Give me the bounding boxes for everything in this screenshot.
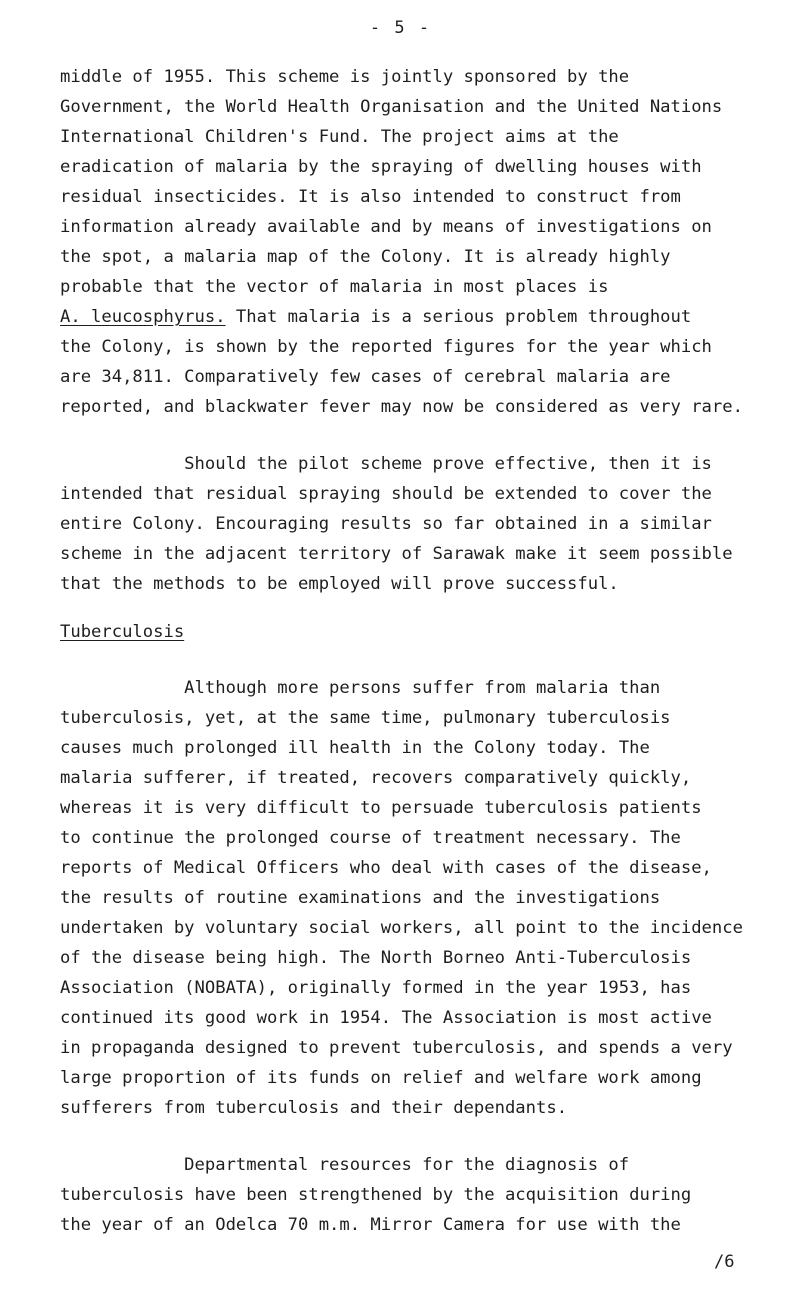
text-line: large proportion of its funds on relief and welfare work among: [60, 1068, 702, 1088]
text-line: residual insecticides. It is also intended to construct from: [60, 187, 681, 207]
text-line: sufferers from tuberculosis and their dependants.: [60, 1098, 568, 1118]
text-line: in propaganda designed to prevent tuberculosis, and spends a very: [60, 1038, 733, 1058]
text-line: reported, and blackwater fever may now be considered as very rare.: [60, 397, 743, 417]
text-line: to continue the prolonged course of treatment necessary. The: [60, 828, 681, 848]
text-line: the results of routine examinations and the investigations: [60, 888, 661, 908]
text-line: malaria sufferer, if treated, recovers comparatively quickly,: [60, 768, 692, 788]
text-line: continued its good work in 1954. The Association is most active: [60, 1008, 712, 1028]
species-name: A. leucosphyrus.: [60, 307, 226, 327]
text-line: Should the pilot scheme prove effective, then it is: [60, 454, 712, 474]
text-line: tuberculosis, yet, at the same time, pulmonary tuberculosis: [60, 708, 671, 728]
text-line: Although more persons suffer from malaria than: [60, 678, 661, 698]
text-line: undertaken by voluntary social workers, all point to the incidence: [60, 918, 743, 938]
text-line: the year of an Odelca 70 m.m. Mirror Camera for use with the: [60, 1215, 681, 1235]
text-line: of the disease being high. The North Borneo Anti-Tuberculosis: [60, 948, 692, 968]
text-fragment: That malaria is a serious problem throughout: [225, 307, 692, 327]
text-line: the Colony, is shown by the reported figures for the year which: [60, 337, 712, 357]
next-page-reference: /6: [714, 1252, 735, 1272]
section-heading-tuberculosis: Tuberculosis: [60, 622, 185, 642]
text-line: whereas it is very difficult to persuade tuberculosis patients: [60, 798, 702, 818]
text-line: scheme in the adjacent territory of Sarawak make it seem possible: [60, 544, 733, 564]
text-line-species: [60, 302, 691, 332]
text-line: causes much prolonged ill health in the Colony today. The: [60, 738, 650, 758]
text-line: Government, the World Health Organisation and the United Nations: [60, 97, 723, 117]
text-line: International Children's Fund. The project aims at the: [60, 127, 619, 147]
text-line: middle of 1955. This scheme is jointly sponsored by the: [60, 67, 630, 87]
text-line: the spot, a malaria map of the Colony. It is already highly: [60, 247, 671, 267]
text-line: intended that residual spraying should be extended to cover the: [60, 484, 712, 504]
text-line: entire Colony. Encouraging results so far obtained in a similar: [60, 514, 712, 534]
text-line: are 34,811. Comparatively few cases of cerebral malaria are: [60, 367, 671, 387]
text-line: reports of Medical Officers who deal with cases of the disease,: [60, 858, 712, 878]
page-number: - 5 -: [369, 18, 432, 38]
text-line: information already available and by means of investigations on: [60, 217, 712, 237]
text-line: probable that the vector of malaria in most places is: [60, 277, 609, 297]
text-line: eradication of malaria by the spraying of dwelling houses with: [60, 157, 702, 177]
text-line: Departmental resources for the diagnosis of: [60, 1155, 630, 1175]
text-line: tuberculosis have been strengthened by the acquisition during: [60, 1185, 692, 1205]
text-line: that the methods to be employed will prove successful.: [60, 574, 619, 594]
text-line: Association (NOBATA), originally formed in the year 1953, has: [60, 978, 692, 998]
